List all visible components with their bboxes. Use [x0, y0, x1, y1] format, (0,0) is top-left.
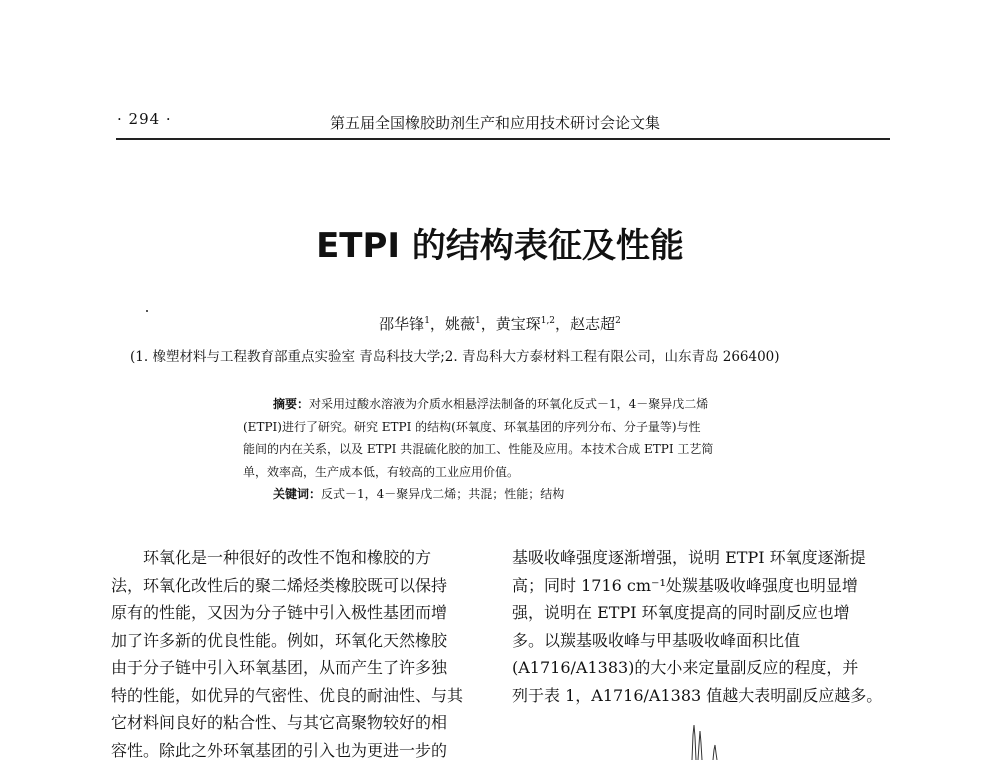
- body-line: 特的性能，如优异的气密性、优良的耐油性、与其: [111, 682, 483, 710]
- spectrum-peak-line: [713, 745, 717, 760]
- author-name: 邵华锋: [379, 315, 424, 333]
- body-line: 原有的性能，又因为分子链中引入极性基团而增: [111, 599, 483, 627]
- author-affil-mark: 1,2: [541, 316, 555, 326]
- scan-speck: [146, 310, 148, 312]
- body-line: 列于表 1，A1716/A1383 值越大表明副反应越多。: [512, 682, 892, 710]
- affiliation: (1. 橡塑材料与工程教育部重点实验室 青岛科技大学;2. 青岛科大方泰材料工程有限公司，山东青岛 266400): [130, 345, 780, 365]
- body-left-column: [111, 544, 483, 764]
- body-line: 法，环氧化改性后的聚二烯烃类橡胶既可以保持: [111, 572, 483, 600]
- ir-spectrum-fragment: [680, 705, 740, 760]
- spectrum-peak-line: [698, 731, 702, 760]
- page-number: · 294 ·: [117, 110, 172, 128]
- author-separator: ，: [555, 315, 570, 333]
- author-affil-mark: 1: [424, 316, 430, 326]
- keywords-text: 反式－1，4－聚异戊二烯；共混；性能；结构: [321, 487, 564, 501]
- paper-title: ETPI 的结构表征及性能: [0, 218, 1000, 267]
- body-line: 强，说明在 ETPI 环氧度提高的同时副反应也增: [512, 599, 892, 627]
- body-line: 高；同时 1716 cm⁻¹处羰基吸收峰强度也明显增: [512, 572, 892, 600]
- body-right-column: [512, 544, 892, 709]
- body-line: 它材料间良好的粘合性、与其它高聚物较好的相: [111, 709, 483, 737]
- abstract-line: 单，效率高，生产成本低，有较高的工业应用价值。: [243, 461, 763, 484]
- body-line: 由于分子链中引入环氧基团，从而产生了许多独: [111, 654, 483, 682]
- abstract-line: [243, 393, 763, 416]
- body-line: 加了许多新的优良性能。例如，环氧化天然橡胶: [111, 627, 483, 655]
- author-name: 姚薇: [445, 315, 475, 333]
- spectrum-peak-line: [692, 725, 696, 760]
- body-line: 环氧化是一种很好的改性不饱和橡胶的方: [111, 544, 483, 572]
- running-header: 第五届全国橡胶助剂生产和应用技术研讨会论文集: [330, 112, 660, 133]
- body-line: 基吸收峰强度逐渐增强，说明 ETPI 环氧度逐渐提: [512, 544, 892, 572]
- body-line: 容性。除此之外环氧基团的引入也为更进一步的: [111, 737, 483, 764]
- author-affil-mark: 1: [475, 316, 481, 326]
- author-name: 黄宝琛: [496, 315, 541, 333]
- author-name: 赵志超: [570, 315, 615, 333]
- body-line: 多。以羰基吸收峰与甲基吸收峰面积比值: [512, 627, 892, 655]
- abstract-text: 对采用过酸水溶液为介质水相悬浮法制备的环氧化反式－1，4－聚异戊二烯: [309, 397, 708, 411]
- keywords-line: [243, 483, 763, 506]
- author-affil-mark: 2: [615, 316, 621, 326]
- keywords-label: 关键词：: [273, 487, 321, 501]
- author-list: [0, 313, 1000, 334]
- body-line: (A1716/A1383)的大小来定量副反应的程度，并: [512, 654, 892, 682]
- abstract-line: (ETPI)进行了研究。研究 ETPI 的结构(环氧度、环氧基团的序列分布、分子量等)与性: [243, 416, 763, 439]
- abstract-line: 能间的内在关系，以及 ETPI 共混硫化胶的加工、性能及应用。本技术合成 ETPI 工艺简: [243, 438, 763, 461]
- abstract-block: [243, 393, 763, 506]
- abstract-label: 摘要：: [273, 397, 309, 411]
- author-separator: ，: [481, 315, 496, 333]
- author-separator: ，: [430, 315, 445, 333]
- header-rule: [116, 138, 890, 140]
